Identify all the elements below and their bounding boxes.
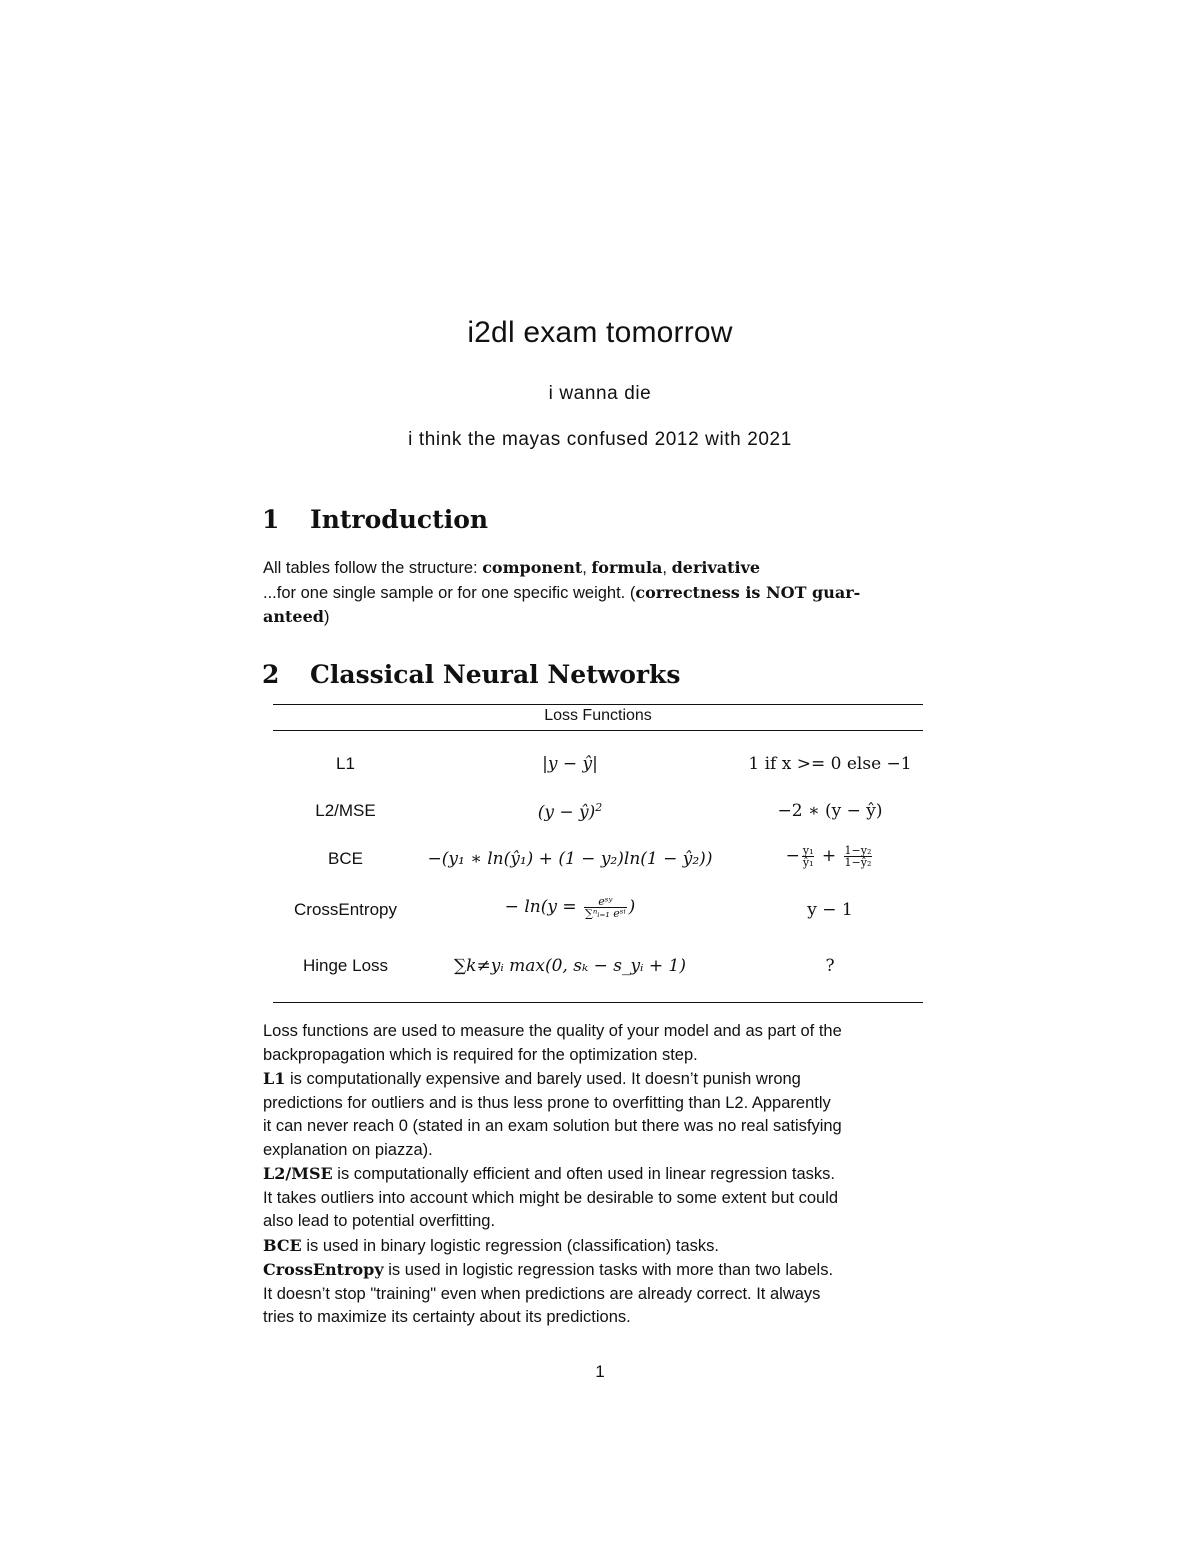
intro-line-2: ...for one single sample or for one specific weight. (correctness is NOT guar- — [263, 582, 861, 602]
table-cell-component: L1 — [336, 754, 355, 773]
bold-formula: formula — [591, 558, 663, 577]
table-cell-formula: ∑k≠yᵢ max(0, sₖ − s_yᵢ + 1) — [454, 956, 686, 976]
text-line: L1 is computationally expensive and barely used. It doesn’t punish wrong — [263, 1069, 801, 1088]
text-line: tries to maximize its certainty about its predictions. — [263, 1308, 631, 1326]
section-heading-introduction — [262, 505, 488, 534]
table-cell-formula: −(y₁ ∗ ln(ŷ₁) + (1 − y₂)ln(1 − ŷ₂)) — [427, 849, 713, 869]
intro-paragraph — [263, 556, 939, 630]
table-cell-component: L2/MSE — [315, 801, 376, 820]
document-author: i wanna die — [548, 383, 652, 404]
bold-term-crossentropy: CrossEntropy — [263, 1260, 384, 1279]
table-bottom-rule — [273, 1002, 923, 1003]
table-cell-formula: − ln(y = $\frac{\text{eˢʸ}}{\text{∑ⁿᵢ₌₁ eˢⁱ}}$ ) — [504, 895, 636, 920]
section-number: 1 — [262, 505, 280, 534]
bold-correctness: correctness is NOT guar- — [635, 582, 861, 602]
table-cell-derivative: ? — [825, 956, 835, 976]
table-cell-derivative: −2 ∗ (y − ŷ) — [777, 801, 883, 821]
table-header-rule — [273, 730, 923, 731]
table-cell-formula: |y − ŷ| — [542, 754, 598, 774]
text-line: It doesn’t stop "training" even when predictions are already correct. It always — [263, 1284, 821, 1303]
table-cell-derivative: − $\frac{\text{y₁}}{\text{ŷ₁}}$ + $\frac{\text{1−y₂}}{\text{1−ŷ₂}}$ — [785, 844, 872, 869]
text-line: explanation on piazza). — [263, 1140, 433, 1159]
bold-component: component — [482, 558, 583, 577]
text-line: predictions for outliers and is thus less prone to overfitting than L2. Apparently — [263, 1093, 831, 1112]
fraction: $\frac{\text{eˢʸ}}{\text{∑ⁿᵢ₌₁ eˢⁱ}}$ — [585, 895, 626, 920]
text-line: BCE is used in binary logistic regression (classification) tasks. — [263, 1235, 719, 1255]
text-line: backpropagation which is required for the optimization step. — [263, 1045, 698, 1064]
intro-line-3: anteed) — [263, 607, 330, 626]
text-line: Loss functions are used to measure the quality of your model and as part of the — [263, 1022, 842, 1040]
bold-term-l1: L1 — [263, 1069, 286, 1088]
loss-notes-paragraph — [263, 1020, 939, 1330]
section-title: Introduction — [310, 505, 489, 534]
table-top-rule — [273, 704, 923, 705]
section-title: Classical Neural Networks — [310, 660, 681, 689]
table-cell-component: CrossEntropy — [294, 900, 397, 919]
bold-derivative: derivative — [671, 558, 761, 577]
page-number: 1 — [595, 1362, 605, 1381]
text-line: CrossEntropy is used in logistic regression tasks with more than two labels. — [263, 1260, 834, 1279]
table-cell-component: BCE — [328, 849, 363, 868]
document-title: i2dl exam tomorrow — [467, 316, 733, 349]
document-date: i think the mayas confused 2012 with 2021 — [408, 429, 792, 450]
text-line: it can never reach 0 (stated in an exam solution but there was no real satisfying — [263, 1117, 842, 1135]
fraction: $\frac{\text{1−y₂}}{\text{1−ŷ₂}}$ — [844, 844, 872, 869]
table-cell-formula: (y − ŷ)$^2$ — [537, 801, 603, 823]
text-line: It takes outliers into account which might be desirable to some extent but could — [263, 1188, 839, 1207]
table-cell-component: Hinge Loss — [302, 956, 389, 975]
text-line: also lead to potential overfitting. — [263, 1212, 496, 1230]
text-line: L2/MSE is computationally efficient and often used in linear regression tasks. — [263, 1164, 835, 1183]
fraction: $\frac{\text{y₁}}{\text{ŷ₁}}$ — [802, 844, 814, 869]
bold-term-bce: BCE — [263, 1235, 302, 1255]
table-cell-derivative: y − 1 — [807, 900, 853, 920]
table-caption: Loss Functions — [544, 707, 652, 724]
section-heading-classical-nn — [262, 660, 680, 689]
table-cell-derivative: 1 if x >= 0 else −1 — [748, 754, 912, 774]
section-number: 2 — [262, 660, 280, 689]
bold-term-l2: L2/MSE — [263, 1164, 333, 1183]
intro-line-1: All tables follow the structure: component, formula, derivative — [263, 558, 761, 577]
